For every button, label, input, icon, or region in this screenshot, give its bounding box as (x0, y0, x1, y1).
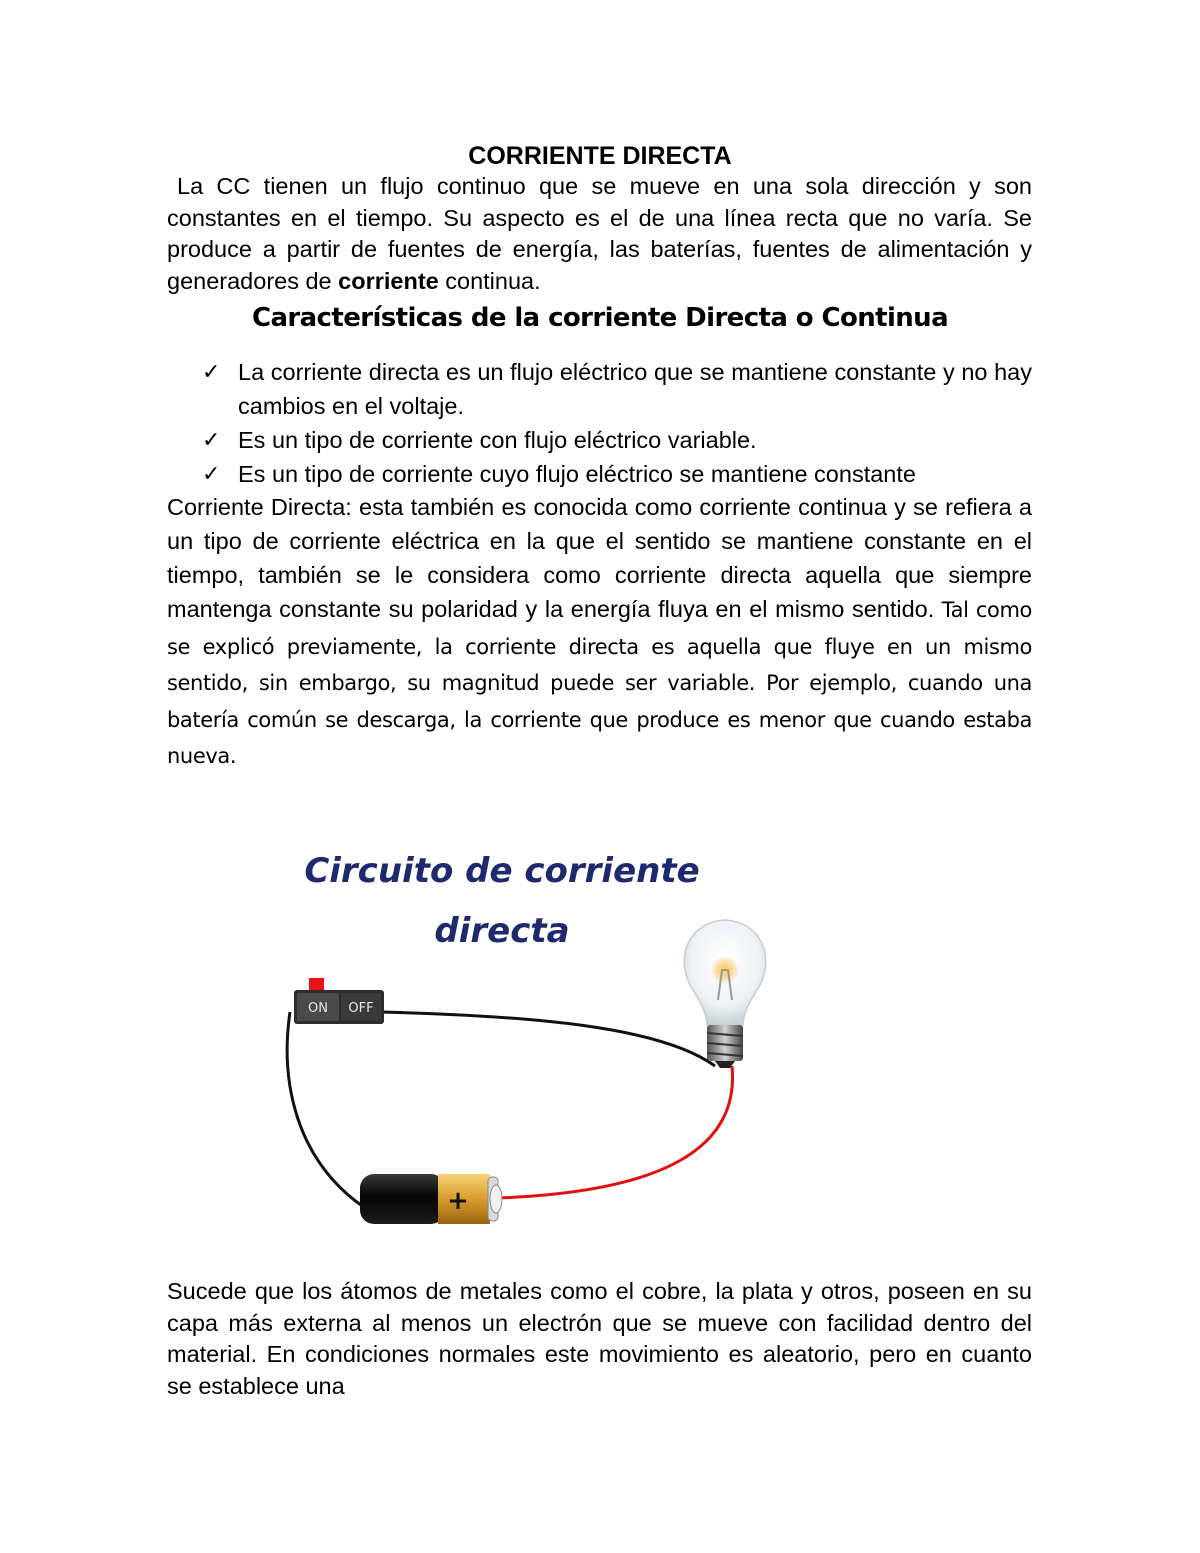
figure-caption-line2: directa (434, 911, 570, 951)
intro-bold-word: corriente (338, 267, 439, 294)
intro-paragraph (167, 171, 1032, 297)
definition-paragraph (167, 490, 1032, 775)
on-off-switch (294, 978, 384, 1024)
light-bulb-icon (684, 920, 766, 1068)
circuit-illustration (270, 830, 810, 1240)
checklist-item-text: Es un tipo de corriente cuyo flujo eléctrico se mantiene constante (238, 461, 916, 487)
battery-plus-sign: + (447, 1186, 469, 1216)
switch-off-label: OFF (348, 1001, 374, 1016)
definition-tail-text: Tal como se explicó previamente, la corriente directa es aquella que fluye en un mismo sentido, sin embargo, su magnitud puede ser variable. Por ejemplo, cuando una batería común se descarga, la corriente que produce es menor que cuando estaba nueva. (167, 598, 1032, 768)
black-wire-left (287, 1012, 365, 1208)
document-title: CORRIENTE DIRECTA (468, 142, 732, 170)
section-subtitle: Características de la corriente Directa o Continua (251, 303, 949, 333)
characteristics-checklist (200, 355, 1032, 491)
checkmark-icon: ✓ (202, 359, 221, 384)
intro-text-end: continua. (438, 267, 541, 294)
checklist-item (200, 457, 1032, 491)
checkmark-icon: ✓ (202, 427, 221, 452)
checklist-item-text: Es un tipo de corriente con flujo eléctrico variable. (238, 427, 757, 453)
checkmark-icon: ✓ (202, 461, 221, 486)
switch-on-label: ON (308, 1001, 328, 1016)
intro-text: La CC tienen un flujo continuo que se mueve en una sola dirección y son constantes en el tiempo. Su aspecto es el de una línea recta que no varía. Se produce a partir de fuentes de energía, las baterías, fuentes de alimentación y generadores de (167, 173, 1032, 294)
black-wire-top (382, 1012, 715, 1066)
checklist-item (200, 423, 1032, 457)
checklist-item (200, 355, 1032, 423)
circuit-figure (270, 830, 810, 1240)
checklist-item-text: La corriente directa es un flujo eléctrico que se mantiene constante y no hay cambios en el voltaje. (238, 359, 1032, 419)
definition-text: Corriente Directa: esta también es conocida como corriente continua y se refiera a un tipo de corriente eléctrica en la que el sentido se mantiene constante en el tiempo, también se le considera como corriente directa aquella que siempre mantenga constante su polaridad y la energía fluya en el mismo sentido. (167, 494, 1032, 622)
figure-caption-line1: Circuito de corriente (304, 851, 700, 891)
battery-icon (360, 1174, 502, 1224)
red-wire (498, 1066, 733, 1198)
closing-paragraph: Sucede que los átomos de metales como el cobre, la plata y otros, poseen en su capa más externa al menos un electrón que se mueve con facilidad dentro del material. En condiciones normales este movimiento es aleatorio, pero en cuanto se establece una (167, 1278, 1032, 1399)
